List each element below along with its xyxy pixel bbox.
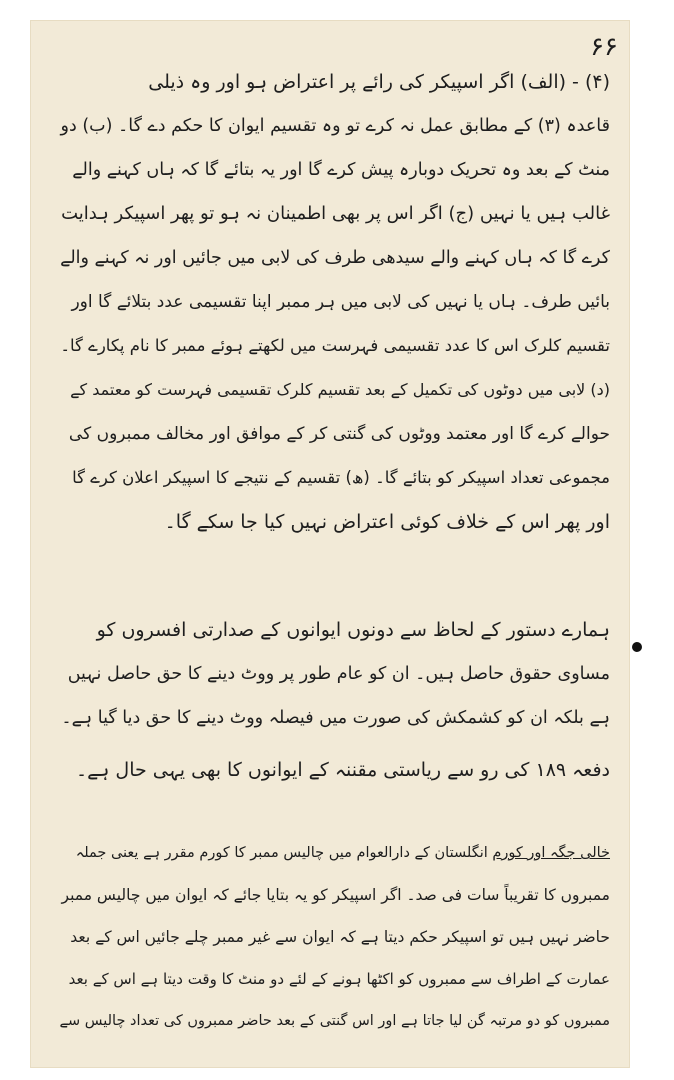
text-line: مساوی حقوق حاصل ہیں۔ ان کو عام طور پر ووٹ دینے کا حق حاصل نہیں [67,664,610,684]
paragraph-vacancy-and-quorum [58,832,610,1042]
text-line: حاضر نہیں ہیں تو اسپیکر حکم دیتا ہے کہ ایوان سے غیر ممبر چلے جائیں اس کے بعد [70,928,610,946]
section-heading: خالی جگہ اور کورم [492,845,610,861]
text-line: ہمارے دستور کے لحاظ سے دونوں ایوانوں کے صدارتی افسروں کو [96,619,610,641]
binding-hole-mark [632,642,642,652]
page-number: ۶۶ [590,32,618,62]
text-line: بائیں طرف۔ ہاں یا نہیں کی لابی میں ہر ممبر اپنا تقسیمی عدد بتلائے گا اور [71,292,610,312]
text-line: حوالے کرے گا اور معتمد ووٹوں کی گنتی کر کے موافق اور مخالف ممبروں کی [68,424,610,444]
text-line: ممبروں کو دو مرتبہ گن لیا جاتا ہے اور اس گنتی کے بعد حاضر ممبروں کی تعداد چالیس سے [59,1013,610,1029]
text-line [58,832,610,874]
text-line: کرے گا کہ ہاں کہنے والے سیدھی طرف کی لابی میں جائیں اور نہ کہنے والے [60,248,610,268]
text-line: (۴) - (الف) اگر اسپیکر کی رائے پر اعتراض ہو اور وہ ذیلی [148,71,610,93]
paragraph-article-189 [58,748,610,792]
text-line: (د) لابی میں دوٹوں کی تکمیل کے بعد تقسیم کلرک تقسیمی فہرست کو معتمد کے [70,380,610,399]
paragraph-division-procedure [58,60,610,544]
text-line: ہے بلکہ ان کو کشمکش کی صورت میں فیصلہ ووٹ دینے کا حق دیا گیا ہے۔ [61,708,610,728]
text-fragment: انگلستان کے دارالعوام میں چالیس ممبر کا کورم مقرر ہے یعنی جملہ [75,845,488,861]
text-line: تقسیم کلرک اس کا عدد تقسیمی فہرست میں لکھتے ہوئے ممبر کا نام پکارے گا۔ [60,336,610,355]
text-line: قاعدہ (۳) کے مطابق عمل نہ کرے تو وہ تقسیم ایوان کا حکم دے گا۔ (ب) دو [60,116,610,136]
book-page [30,20,630,1068]
text-line: ممبروں کا تقریباً سات فی صد۔ اگر اسپیکر کو یہ بتایا جائے کہ ایوان میں چالیس ممبر [61,886,610,904]
text-line: مجموعی تعداد اسپیکر کو بتائے گا۔ (ھ) تقسیم کے نتیجے کا اسپیکر اعلان کرے گا [72,468,610,487]
text-line: عمارت کے اطراف سے ممبروں کو اکٹھا ہونے کے لئے دو منٹ کا وقت دیتا ہے اس کے بعد [68,970,610,988]
paragraph-presiding-officers [58,608,610,740]
text-line: اور پھر اس کے خلاف کوئی اعتراض نہیں کیا جا سکے گا۔ [164,511,610,533]
text-line: غالب ہیں یا نہیں (ج) اگر اس پر بھی اطمینان نہ ہو تو پھر اسپیکر ہدایت [61,203,610,224]
text-line: دفعہ ۱۸۹ کی رو سے ریاستی مقننہ کے ایوانوں کا بھی یہی حال ہے۔ [75,759,610,781]
text-line: منٹ کے بعد وہ تحریک دوبارہ پیش کرے گا اور یہ بتائے گا کہ ہاں کہنے والے [72,160,610,180]
